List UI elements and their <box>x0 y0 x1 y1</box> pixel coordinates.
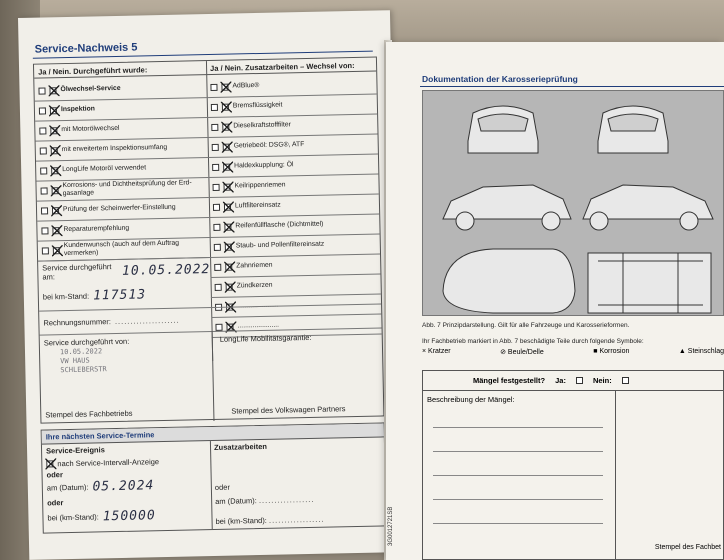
next-service-title: Ihre nächsten Service-Termine <box>42 423 384 444</box>
symbol-steinschlag: ▲ Steinschlag <box>678 348 724 355</box>
no-checkbox[interactable] <box>49 87 56 94</box>
extra-label: Zündkerzen <box>236 281 273 290</box>
next-date-value: 05.2024 <box>92 477 155 495</box>
no-checkbox[interactable] <box>223 163 230 170</box>
done-label: mit Motorölwechsel <box>61 124 120 134</box>
description-label: Beschreibung der Mängel: <box>427 395 515 404</box>
rechnung-label: Rechnungsnummer: <box>43 316 112 328</box>
stamp-fb-label: Stempel des Fachbetriebs <box>45 408 133 420</box>
service-date-label: Service durchgeführt am: <box>42 262 112 282</box>
no-checkbox[interactable] <box>224 203 231 210</box>
yes-checkbox[interactable] <box>41 187 48 194</box>
no-checkbox[interactable] <box>226 283 233 290</box>
am-datum-label: am (Datum): <box>46 482 89 492</box>
service-date-row <box>38 259 210 283</box>
right-page <box>386 42 724 560</box>
done-label: Prüfung der Scheinwerfer-Einstellung <box>62 203 176 214</box>
km-value: 117513 <box>92 286 147 303</box>
longlife-label: LongLife Mobilitätsgarantie: <box>219 332 312 344</box>
done-label: Kundenwunsch (auch auf dem Auftrag vermerken) <box>63 239 180 258</box>
defects-box <box>422 370 724 560</box>
car-body-diagram <box>422 90 724 316</box>
next-km-value: 150000 <box>102 507 156 524</box>
done-label: Reparaturempfehlung <box>63 224 130 234</box>
divider <box>210 441 213 529</box>
page-title: Service-Nachweis 5 <box>34 41 138 56</box>
add-km-row <box>215 515 324 526</box>
figure-instruction: Ihr Fachbetrieb markiert in Abb. 7 beschädigte Teile durch folgende Symbole: <box>422 338 644 345</box>
dots: .................. <box>258 494 315 506</box>
symbol-korrosion: ■ Korrosion <box>593 348 630 355</box>
yes-checkbox[interactable] <box>38 87 45 94</box>
km-row <box>39 283 211 307</box>
no-checkbox[interactable] <box>53 247 60 254</box>
km-label: bei km-Stand: <box>42 291 90 302</box>
yes-checkbox[interactable] <box>39 127 46 134</box>
extra-label: AdBlue® <box>232 81 260 90</box>
yes-checkbox[interactable] <box>214 263 221 270</box>
title-rule <box>420 86 724 87</box>
col1-header: Ja / Nein. Durchgeführt wurde: <box>34 61 206 79</box>
interval-label: nach Service-Intervall-Anzeige <box>57 456 160 468</box>
line <box>433 451 603 452</box>
extra-label: Dieselkraftstofffilter <box>233 121 291 130</box>
no-checkbox[interactable] <box>224 183 231 190</box>
yes-checkbox[interactable] <box>40 167 47 174</box>
symbol-beule: ⊘ Beule/Delle <box>500 349 544 356</box>
no-checkbox[interactable] <box>50 127 57 134</box>
done-label: Korrosions- und Dichtheitsprüfung der Erd-gasanlage <box>62 179 192 198</box>
yes-checkbox[interactable] <box>42 247 49 254</box>
dots: .................. <box>268 514 325 525</box>
right-title: Dokumentation der Karosserieprüfung <box>422 74 578 84</box>
done-label: Ölwechsel-Service <box>60 84 121 94</box>
yes-checkbox[interactable] <box>41 207 48 214</box>
left-page <box>18 10 401 560</box>
yes-checkbox[interactable] <box>212 143 219 150</box>
document-code: 3G0012721SB <box>388 506 394 546</box>
yes-checkbox[interactable] <box>214 243 221 250</box>
stamp-line-3: SCHLEBERSTR <box>60 365 107 375</box>
no-checkbox[interactable] <box>52 227 59 234</box>
yes-checkbox[interactable] <box>211 103 218 110</box>
extra-label: Reifenfüllflasche (Dichtmittel) <box>235 220 324 230</box>
nein-label: Nein: <box>592 376 612 385</box>
add-date-row <box>215 495 314 506</box>
no-checkbox[interactable] <box>223 143 230 150</box>
extra-label: Getriebeöl: DSG®, ATF <box>233 141 305 150</box>
extra-label: Bremsflüssigkeit <box>232 101 283 110</box>
next-col2-head: Zusatzarbeiten <box>213 441 268 452</box>
col2-header: Ja / Nein. Zusatzarbeiten – Wechsel von: <box>206 58 376 76</box>
divider <box>615 391 616 559</box>
service-table <box>33 56 384 423</box>
car-outline-drawing <box>423 91 724 317</box>
no-checkbox[interactable] <box>51 167 58 174</box>
line <box>433 523 603 524</box>
ja-checkbox[interactable] <box>576 377 583 384</box>
no-checkbox[interactable] <box>221 83 228 90</box>
figure-caption: Abb. 7 Prinzipdarstellung. Gilt für alle Fahrzeuge und Karosserieformen. <box>422 322 630 329</box>
bei-km-label: bei (km-Stand): <box>47 511 99 522</box>
stamp-line-1: 10.05.2022 <box>59 347 103 357</box>
yes-checkbox[interactable] <box>212 163 219 170</box>
extra-label: Luftfiltereinsatz <box>234 201 281 210</box>
done-label: Inspektion <box>60 105 95 114</box>
stamp-line-2: VW HAUS <box>60 356 90 366</box>
oder-label: oder <box>214 482 230 492</box>
no-checkbox[interactable] <box>222 103 229 110</box>
service-date-value: 10.05.2022 <box>121 261 211 279</box>
yes-checkbox[interactable] <box>213 223 220 230</box>
symbol-kratzer: × Kratzer <box>422 348 451 355</box>
no-checkbox[interactable] <box>225 263 232 270</box>
no-checkbox[interactable] <box>52 207 59 214</box>
nein-checkbox[interactable] <box>622 377 629 384</box>
next-km-row <box>43 506 156 526</box>
done-label: LongLife Motoröl verwendet <box>62 164 147 174</box>
yes-checkbox[interactable] <box>213 183 220 190</box>
line <box>433 475 603 476</box>
next-service-box <box>41 422 387 533</box>
done-label: mit erweitertem Inspektionsumfang <box>61 143 168 154</box>
no-checkbox[interactable] <box>224 223 231 230</box>
no-checkbox[interactable] <box>51 147 58 154</box>
no-checkbox[interactable] <box>225 243 232 250</box>
extra-label: Haldexkupplung: Öl <box>234 161 294 170</box>
stempel-fb-label: Stempel des Fachbet <box>654 544 721 551</box>
extra-label: Zahnriemen <box>236 261 273 270</box>
no-checkbox[interactable] <box>226 323 233 330</box>
add-oder-1 <box>215 483 230 492</box>
rechnung-row <box>39 309 211 333</box>
no-checkbox[interactable] <box>222 123 229 130</box>
rechnung-dots: ..................... <box>114 315 180 326</box>
interval-row <box>42 454 159 470</box>
yes-checkbox[interactable] <box>210 83 217 90</box>
damage-symbols <box>422 348 724 356</box>
add-date-label: am (Datum): <box>215 496 257 506</box>
no-checkbox[interactable] <box>50 107 57 114</box>
next-date-row <box>43 476 155 496</box>
yes-checkbox[interactable] <box>40 147 47 154</box>
yes-checkbox[interactable] <box>41 227 48 234</box>
interval-checkbox[interactable] <box>46 460 53 467</box>
divider <box>212 331 215 421</box>
oder-2: oder <box>47 498 64 508</box>
yes-checkbox[interactable] <box>213 203 220 210</box>
service-von-label: Service durchgeführt von: <box>43 336 130 348</box>
next-col1-head: Service-Ereignis <box>45 445 105 456</box>
line <box>433 427 603 428</box>
extra-label: ...................... <box>237 321 280 330</box>
dealer-stamp <box>60 347 107 375</box>
extra-label: Staub- und Pollenfiltereinsatz <box>235 240 325 250</box>
stamp-vw-label: Stempel des Volkswagen Partners <box>231 404 346 416</box>
no-checkbox[interactable] <box>52 187 59 194</box>
ja-label: Ja: <box>555 376 566 385</box>
defects-question: Mängel festgestellt? <box>473 376 546 385</box>
extra-label: Keilrippenriemen <box>234 181 286 190</box>
yes-checkbox[interactable] <box>215 323 222 330</box>
yes-checkbox[interactable] <box>39 107 46 114</box>
yes-checkbox[interactable] <box>215 283 222 290</box>
oder-1: oder <box>46 470 63 480</box>
add-km-label: bei (km-Stand): <box>215 515 267 526</box>
yes-checkbox[interactable] <box>211 123 218 130</box>
line <box>433 499 603 500</box>
defects-header <box>423 371 723 391</box>
